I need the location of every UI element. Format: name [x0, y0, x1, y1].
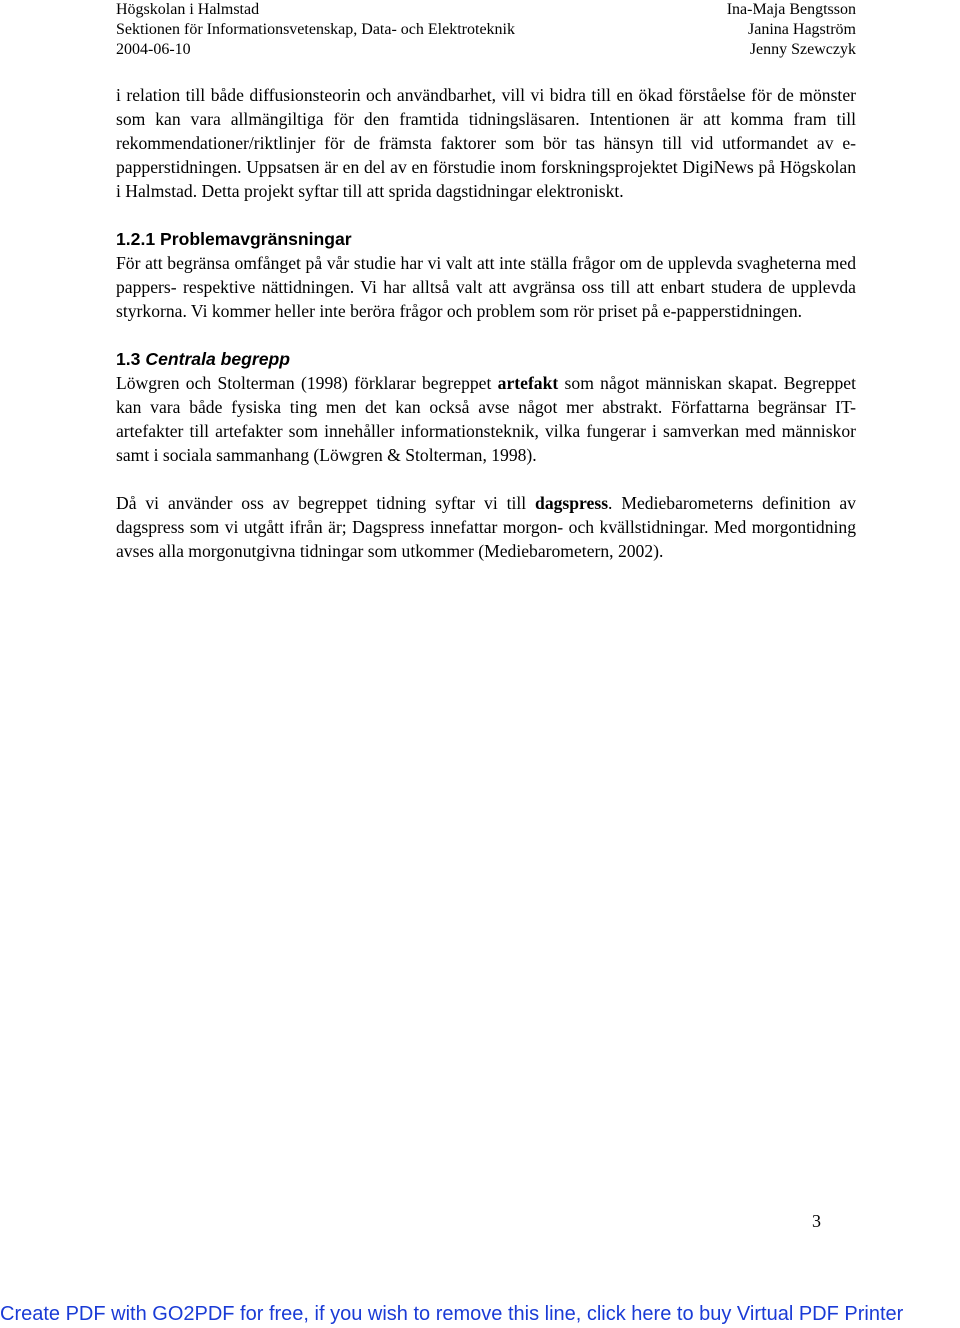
header-date: 2004-06-10: [116, 41, 191, 58]
header-author-3: Jenny Szewczyk: [749, 41, 856, 58]
section-heading-problemavgransningar: 1.2.1 Problemavgränsningar: [116, 229, 352, 249]
header-university: Högskolan i Halmstad: [116, 1, 260, 18]
artefakt-text-before: Löwgren och Stolterman (1998) förklarar begreppet: [116, 373, 492, 393]
dagspress-term: dagspress: [535, 493, 609, 513]
header-row-1: [116, 0, 856, 20]
document-body: [116, 83, 856, 563]
artefakt-term: artefakt: [497, 373, 559, 393]
header-row-3: [116, 40, 856, 60]
header-author-2: Janina Hagström: [748, 21, 856, 38]
section-heading-title: Centrala begrepp: [145, 349, 291, 369]
page-number: 3: [812, 1211, 821, 1231]
artefakt-text-after: som något människan skapat. Begreppet kan vara både fysiska ting men det kan också avse något mer abstrakt. Författarna begränsar IT-artefakter till artefakter som innehåller informationsteknik, vilka fungerar i samverkan med människor samt i sociala sammanhang (Löwgren & Stolterman, 1998).: [116, 373, 856, 465]
dagspress-paragraph: [116, 491, 856, 563]
intro-paragraph: i relation till både diffusionsteorin och användbarhet, vill vi bidra till en ökad förståelse för de mönster som kan vara allmängiltiga för den framtida tidningsläsaren. Intentionen är att komma fram till rekommendationer/riktlinjer för de främsta faktorer som bör tas hänsyn till vid utformandet av e-papperstidningen. Uppsatsen är en del av en förstudie inom forskningsprojektet DigiNews på Högskolan i Halmstad. Detta projekt syftar till att sprida dagstidningar elektroniskt.: [116, 85, 856, 201]
page-header: [116, 0, 856, 60]
section-heading-centrala-begrepp: [116, 347, 856, 371]
artefakt-paragraph: [116, 371, 856, 467]
section-heading-number: 1.3: [116, 349, 141, 369]
dagspress-text-before: Då vi använder oss av begreppet tidning syftar vi till: [116, 493, 527, 513]
header-row-2: [116, 20, 856, 40]
header-author-1: Ina-Maja Bengtsson: [726, 1, 856, 18]
header-section: Sektionen för Informationsvetenskap, Data- och Elektroteknik: [116, 21, 515, 38]
dagspress-text-after: . Mediebarometerns definition av dagspress som vi utgått ifrån är; Dagspress innefattar morgon- och kvällstidningar. Med morgontidning avses alla morgonutgivna tidningar som utkommer (Mediebarometern, 2002).: [116, 493, 856, 561]
problemavgransningar-paragraph: För att begränsa omfånget på vår studie har vi valt att inte ställa frågor om de upplevda svagheterna med pappers- respektive nättidningen. Vi har alltså valt att avgränsa oss till att enbart studera de upplevda styrkorna. Vi kommer heller inte beröra frågor och problem som rör priset på e-papperstidningen.: [116, 253, 856, 321]
go2pdf-banner-link[interactable]: Create PDF with GO2PDF for free, if you wish to remove this line, click here to buy Virtual PDF Printer: [0, 1303, 904, 1325]
